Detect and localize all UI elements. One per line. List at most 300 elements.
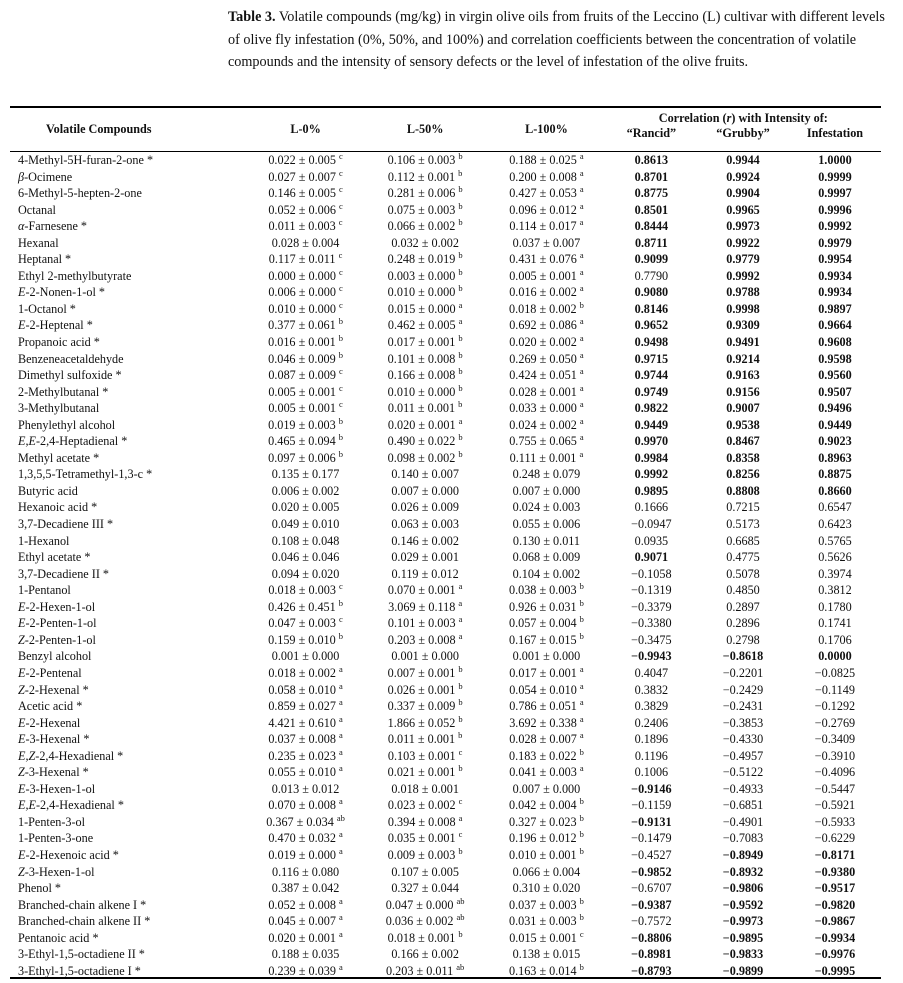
cell-l0-value: 0.087 ± 0.009 <box>268 368 336 383</box>
cell-rancid: 0.2406 <box>634 715 669 730</box>
cell-l0 <box>248 202 363 219</box>
cell-l50 <box>363 251 487 268</box>
significance-letter: a <box>579 283 584 294</box>
cell-l100 <box>487 731 605 748</box>
cell-l50 <box>363 351 487 368</box>
cell-l100-value: 0.269 ± 0.050 <box>509 351 577 366</box>
cell-l0 <box>248 963 363 980</box>
compound-name: 6-Methyl-5-hepten-2-one <box>18 186 142 201</box>
cell-rancid: −0.3380 <box>631 616 672 631</box>
table-row <box>10 615 881 632</box>
cell-l100-value: 0.033 ± 0.000 <box>509 401 577 416</box>
significance-letter: b <box>458 332 463 343</box>
cell-l50-value: 0.015 ± 0.000 <box>387 301 456 316</box>
cell-rancid: 0.8146 <box>634 301 669 316</box>
cell-l50 <box>363 417 487 434</box>
cell-grubby: −0.8932 <box>722 864 764 879</box>
significance-letter: a <box>339 912 343 923</box>
cell-l0 <box>248 384 363 401</box>
cell-grubby: −0.9592 <box>722 897 764 912</box>
cell-rancid: −0.9387 <box>631 897 672 912</box>
cell-l0 <box>248 483 363 500</box>
cell-rancid: 0.3829 <box>634 699 669 714</box>
cell-l100 <box>487 797 605 814</box>
cell-l100 <box>487 400 605 417</box>
cell-l100 <box>487 549 605 566</box>
cell-l0-value: 0.016 ± 0.001 <box>268 335 336 350</box>
cell-infestation: 0.9997 <box>818 186 852 201</box>
caption-label: Table 3. <box>228 9 276 25</box>
cell-grubby: 0.9904 <box>726 186 760 201</box>
cell-grubby: 0.9924 <box>726 169 760 184</box>
header-row-group <box>10 107 881 125</box>
cell-infestation: 0.1706 <box>818 632 852 647</box>
cell-l50 <box>363 615 487 632</box>
cell-l50 <box>363 731 487 748</box>
cell-l100-value: 0.327 ± 0.023 <box>508 814 577 829</box>
significance-letter: b <box>458 845 463 856</box>
significance-letter: b <box>579 895 584 906</box>
cell-l50-value: 0.017 ± 0.001 <box>387 335 456 350</box>
cell-l50-value: 0.035 ± 0.001 <box>387 831 456 846</box>
table-row <box>10 400 881 417</box>
cell-l0-value: 0.005 ± 0.001 <box>268 401 336 416</box>
cell-l0-value: 0.022 ± 0.005 <box>268 153 336 167</box>
cell-l50 <box>363 930 487 947</box>
table-row <box>10 946 881 963</box>
cell-l50-value: 0.098 ± 0.002 <box>387 450 456 465</box>
cell-l100 <box>487 781 605 798</box>
significance-letter: b <box>458 713 463 724</box>
cell-l50-value: 0.166 ± 0.002 <box>391 947 459 962</box>
compound-name: Phenylethyl alcohol <box>18 417 116 432</box>
cell-l50 <box>363 516 487 533</box>
cell-l100-value: 0.055 ± 0.006 <box>512 517 581 532</box>
significance-letter: b <box>338 415 344 426</box>
cell-l50 <box>363 433 487 450</box>
cell-l100 <box>487 202 605 219</box>
cell-l50 <box>363 400 487 417</box>
cell-l100 <box>487 665 605 682</box>
cell-rancid: −0.9852 <box>631 864 672 879</box>
cell-rancid: −0.9146 <box>631 781 672 796</box>
cell-l100 <box>487 499 605 516</box>
cell-l0 <box>248 450 363 467</box>
cell-l100-value: 0.196 ± 0.012 <box>508 831 577 846</box>
cell-l50-value: 0.063 ± 0.003 <box>391 517 459 532</box>
cell-grubby: −0.2431 <box>722 699 764 714</box>
cell-infestation: 0.3812 <box>818 583 852 598</box>
table-row <box>10 864 881 881</box>
table-row <box>10 466 881 483</box>
compound-name: 1,3,5,5-Tetramethyl-1,3-c * <box>18 467 153 482</box>
compound-name: Propanoic acid * <box>18 335 100 350</box>
cell-infestation: −0.5447 <box>814 781 856 796</box>
cell-l100 <box>487 433 605 450</box>
compound-name: E-2-Penten-1-ol <box>18 616 97 631</box>
significance-letter: b <box>579 961 584 972</box>
cell-l0-value: 0.001 ± 0.000 <box>271 649 340 664</box>
cell-l100-value: 0.183 ± 0.022 <box>508 748 577 763</box>
significance-letter: c <box>338 217 343 228</box>
cell-l50 <box>363 648 487 665</box>
table-row <box>10 268 881 285</box>
significance-letter: b <box>458 167 463 178</box>
cell-l50 <box>363 533 487 550</box>
cell-l0 <box>248 549 363 566</box>
cell-infestation: −0.9867 <box>814 914 856 929</box>
cell-rancid: 0.9970 <box>634 434 669 449</box>
cell-l100 <box>487 235 605 252</box>
cell-l50 <box>363 169 487 186</box>
significance-letter: b <box>579 614 584 625</box>
cell-rancid: 0.8501 <box>634 202 669 217</box>
cell-l0-value: 0.387 ± 0.042 <box>271 881 340 896</box>
table-row <box>10 698 881 715</box>
cell-l50-value: 0.011 ± 0.001 <box>387 732 456 747</box>
compound-name: E-2-Nonen-1-ol * <box>18 285 105 300</box>
cell-grubby: −0.9899 <box>722 963 764 978</box>
cell-l0-value: 0.045 ± 0.007 <box>268 914 336 929</box>
compound-name: 1-Penten-3-one <box>18 831 94 846</box>
cell-l100-value: 0.016 ± 0.002 <box>509 285 577 300</box>
cell-l100-value: 0.018 ± 0.002 <box>508 301 577 316</box>
cell-l100-value: 0.042 ± 0.004 <box>508 798 577 813</box>
compound-name: Z-3-Hexen-1-ol <box>18 864 95 879</box>
significance-letter: a <box>579 250 584 261</box>
cell-grubby: 0.9156 <box>726 384 760 399</box>
significance-letter: a <box>579 432 584 443</box>
cell-infestation: 0.8875 <box>818 467 852 482</box>
significance-letter: b <box>338 316 344 327</box>
cell-rancid: 0.9744 <box>634 368 669 383</box>
cell-grubby: 0.9491 <box>726 335 760 350</box>
cell-infestation: −0.9934 <box>814 930 856 945</box>
compound-name: Hexanal <box>18 235 59 250</box>
cell-rancid: −0.1479 <box>631 831 672 846</box>
cell-grubby: −0.9806 <box>722 881 764 896</box>
significance-letter: a <box>579 332 584 343</box>
cell-grubby: −0.7083 <box>722 831 764 846</box>
cell-l100-value: 0.028 ± 0.007 <box>509 732 577 747</box>
cell-infestation: −0.5921 <box>814 798 856 813</box>
significance-letter: ab <box>456 912 465 923</box>
cell-l50 <box>363 847 487 864</box>
cell-l100-value: 0.007 ± 0.000 <box>512 781 581 796</box>
table-row <box>10 433 881 450</box>
significance-letter: a <box>339 829 343 840</box>
table-row <box>10 764 881 781</box>
compound-name: 2-Methylbutanal * <box>18 384 109 399</box>
cell-l100 <box>487 897 605 914</box>
cell-l100-value: 0.786 ± 0.051 <box>509 699 577 714</box>
cell-l0-value: 0.426 ± 0.451 <box>268 599 336 614</box>
cell-l0 <box>248 880 363 897</box>
significance-letter: c <box>339 299 343 310</box>
cell-infestation: 0.6547 <box>818 500 852 515</box>
cell-l100-value: 0.138 ± 0.015 <box>512 947 581 962</box>
cell-l0 <box>248 599 363 616</box>
cell-rancid: 0.9992 <box>634 467 669 482</box>
significance-letter: ab <box>336 812 345 823</box>
table-row <box>10 748 881 765</box>
cell-infestation: −0.9380 <box>814 864 856 879</box>
significance-letter: b <box>458 730 463 741</box>
cell-l100 <box>487 384 605 401</box>
cell-l50-value: 0.462 ± 0.005 <box>387 318 456 333</box>
cell-l50-value: 0.203 ± 0.011 <box>386 963 454 978</box>
compound-name: 1-Pentanol <box>18 583 71 598</box>
cell-grubby: 0.2798 <box>726 632 760 647</box>
cell-l100-value: 0.188 ± 0.025 <box>509 153 577 167</box>
cell-l0-value: 0.116 ± 0.080 <box>271 864 340 879</box>
cell-rancid: 0.8775 <box>634 186 669 201</box>
cell-l0 <box>248 284 363 301</box>
cell-l0-value: 0.094 ± 0.020 <box>271 566 340 581</box>
cell-l0 <box>248 268 363 285</box>
cell-l0-value: 0.188 ± 0.035 <box>271 947 340 962</box>
cell-l50-value: 0.101 ± 0.008 <box>387 351 456 366</box>
cell-infestation: −0.4096 <box>814 765 856 780</box>
cell-l50 <box>363 897 487 914</box>
significance-letter: b <box>458 184 463 195</box>
cell-l0-value: 0.097 ± 0.006 <box>268 450 336 465</box>
cell-grubby: 0.9922 <box>726 235 760 250</box>
significance-letter: a <box>458 597 463 608</box>
significance-letter: c <box>339 581 343 592</box>
cell-l100-value: 0.068 ± 0.009 <box>512 550 581 565</box>
cell-rancid: 0.8711 <box>634 235 668 250</box>
cell-infestation: −0.1292 <box>814 699 856 714</box>
cell-rancid: −0.3379 <box>631 599 672 614</box>
cell-l50 <box>363 367 487 384</box>
cell-l100-value: 0.010 ± 0.001 <box>508 847 577 862</box>
cell-infestation: 0.9954 <box>818 252 852 267</box>
cell-l50 <box>363 384 487 401</box>
table-row <box>10 847 881 864</box>
cell-l50 <box>363 235 487 252</box>
cell-l50 <box>363 185 487 202</box>
significance-letter: a <box>458 299 463 310</box>
cell-rancid: 0.9071 <box>634 550 669 565</box>
significance-letter: b <box>458 448 463 459</box>
cell-rancid: 0.7790 <box>634 268 669 283</box>
significance-letter: a <box>458 316 463 327</box>
cell-l100 <box>487 218 605 235</box>
cell-l50 <box>363 632 487 649</box>
significance-letter: b <box>338 597 344 608</box>
cell-l0 <box>248 367 363 384</box>
significance-letter: b <box>338 349 344 360</box>
cell-l50-value: 0.337 ± 0.009 <box>387 699 456 714</box>
compound-name: E-2-Pentenal <box>18 665 82 680</box>
cell-l100 <box>487 516 605 533</box>
cell-l50 <box>363 317 487 334</box>
cell-l0 <box>248 582 363 599</box>
cell-l50-value: 1.866 ± 0.052 <box>387 715 456 730</box>
cell-l0 <box>248 466 363 483</box>
cell-l0 <box>248 764 363 781</box>
cell-l0-value: 0.013 ± 0.012 <box>271 781 340 796</box>
cell-l0-value: 0.117 ± 0.011 <box>268 252 336 267</box>
cell-rancid: −0.8981 <box>631 947 672 962</box>
cell-l0-value: 0.239 ± 0.039 <box>268 963 336 978</box>
cell-l100-value: 0.427 ± 0.053 <box>509 186 577 201</box>
table-row <box>10 202 881 219</box>
cell-l0-value: 0.367 ± 0.034 <box>266 814 334 829</box>
table-row <box>10 218 881 235</box>
cell-l100-value: 0.005 ± 0.001 <box>509 268 577 283</box>
significance-letter: a <box>579 366 584 377</box>
cell-rancid: −0.1058 <box>631 566 672 581</box>
cell-l100 <box>487 152 605 169</box>
significance-letter: b <box>458 250 463 261</box>
cell-l100 <box>487 764 605 781</box>
cell-rancid: 0.1006 <box>634 765 669 780</box>
cell-l0-value: 0.235 ± 0.023 <box>268 748 336 763</box>
cell-l50 <box>363 797 487 814</box>
cell-l50-value: 0.075 ± 0.003 <box>387 202 456 217</box>
significance-letter: b <box>579 299 584 310</box>
cell-l50-value: 0.066 ± 0.002 <box>387 219 456 234</box>
cell-l50 <box>363 549 487 566</box>
significance-letter: a <box>579 713 584 724</box>
cell-rancid: −0.9131 <box>631 814 672 829</box>
cell-l0 <box>248 731 363 748</box>
significance-letter: b <box>579 581 584 592</box>
cell-l0-value: 0.046 ± 0.009 <box>268 351 336 366</box>
cell-l50 <box>363 665 487 682</box>
cell-l100 <box>487 847 605 864</box>
cell-l0 <box>248 152 363 169</box>
cell-grubby: −0.9895 <box>722 930 764 945</box>
cell-rancid: 0.9715 <box>634 351 669 366</box>
cell-infestation: 0.8660 <box>818 483 852 498</box>
cell-l50-value: 0.023 ± 0.002 <box>387 798 456 813</box>
cell-l0-value: 0.005 ± 0.001 <box>268 384 336 399</box>
cell-grubby: 0.9973 <box>726 219 760 234</box>
significance-letter: c <box>339 614 343 625</box>
cell-l100 <box>487 268 605 285</box>
table-row <box>10 516 881 533</box>
significance-letter: a <box>339 895 343 906</box>
cell-l100 <box>487 946 605 963</box>
compound-name: α-Farnesene * <box>18 219 88 234</box>
cell-l0 <box>248 946 363 963</box>
cell-l100 <box>487 698 605 715</box>
significance-letter: a <box>579 200 584 211</box>
cell-l0 <box>248 400 363 417</box>
table-body <box>10 152 881 980</box>
cell-l100 <box>487 930 605 947</box>
cell-l100 <box>487 880 605 897</box>
significance-letter: c <box>339 382 343 393</box>
cell-infestation: 0.3974 <box>818 566 852 581</box>
cell-l50-value: 0.021 ± 0.001 <box>387 765 456 780</box>
significance-letter: a <box>339 961 343 972</box>
cell-l100-value: 0.037 ± 0.003 <box>508 897 577 912</box>
cell-l0-value: 0.859 ± 0.027 <box>268 699 336 714</box>
table-row <box>10 284 881 301</box>
significance-letter: a <box>339 763 343 774</box>
cell-l0 <box>248 433 363 450</box>
compound-name: E-2-Hexen-1-ol <box>18 599 96 614</box>
cell-l100-value: 0.028 ± 0.001 <box>509 384 577 399</box>
cell-l50 <box>363 218 487 235</box>
table-row <box>10 897 881 914</box>
cell-l0-value: 0.058 ± 0.010 <box>268 682 336 697</box>
cell-l100-value: 0.104 ± 0.002 <box>512 566 581 581</box>
cell-l50 <box>363 698 487 715</box>
cell-rancid: 0.9498 <box>634 335 669 350</box>
significance-letter: c <box>339 266 343 277</box>
cell-l100 <box>487 814 605 831</box>
compound-name: Butyric acid <box>18 483 78 498</box>
table-row <box>10 797 881 814</box>
significance-letter: a <box>579 448 584 459</box>
cell-infestation: 0.9996 <box>818 202 852 217</box>
header-correlation-group <box>606 107 881 125</box>
cell-l50-value: 0.032 ± 0.002 <box>391 235 459 250</box>
cell-l50-value: 0.166 ± 0.008 <box>387 368 456 383</box>
cell-l0-value: 0.019 ± 0.003 <box>268 417 336 432</box>
significance-letter: a <box>458 415 463 426</box>
significance-letter: b <box>458 432 463 443</box>
cell-infestation: 0.9507 <box>818 384 852 399</box>
significance-letter: b <box>458 663 463 674</box>
cell-grubby: −0.4957 <box>722 748 764 763</box>
cell-l0 <box>248 235 363 252</box>
header-rancid: “Rancid” <box>606 125 697 152</box>
significance-letter: b <box>458 349 463 360</box>
cell-grubby: −0.9833 <box>722 947 764 962</box>
cell-rancid: 0.8613 <box>634 153 669 167</box>
cell-rancid: −0.3475 <box>631 632 672 647</box>
cell-infestation: 0.1780 <box>818 599 852 614</box>
cell-l50 <box>363 946 487 963</box>
compound-name: 4-Methyl-5H-furan-2-one * <box>18 153 154 167</box>
table-row <box>10 483 881 500</box>
table-row <box>10 715 881 732</box>
cell-infestation: −0.2769 <box>814 715 856 730</box>
cell-l100-value: 0.200 ± 0.008 <box>509 169 577 184</box>
cell-grubby: 0.9779 <box>726 252 760 267</box>
cell-grubby: −0.8618 <box>722 649 764 664</box>
significance-letter: c <box>339 184 343 195</box>
cell-l50-value: 0.107 ± 0.005 <box>391 864 459 879</box>
cell-l100-value: 0.024 ± 0.003 <box>512 500 581 515</box>
cell-l0 <box>248 615 363 632</box>
cell-rancid: −0.4527 <box>631 847 672 862</box>
table-caption <box>228 6 886 74</box>
cell-l100-value: 0.424 ± 0.051 <box>509 368 577 383</box>
compound-name: E-2-Hexenoic acid * <box>18 847 119 862</box>
cell-grubby: 0.6685 <box>726 533 760 548</box>
compound-name: Methyl acetate * <box>18 450 100 465</box>
cell-grubby: 0.2897 <box>726 599 760 614</box>
cell-grubby: −0.4330 <box>722 732 764 747</box>
cell-l0 <box>248 682 363 699</box>
table-row <box>10 731 881 748</box>
significance-letter: b <box>458 366 463 377</box>
significance-letter: a <box>339 928 343 939</box>
cell-l100-value: 0.163 ± 0.014 <box>508 963 577 978</box>
cell-infestation: 0.9023 <box>818 434 852 449</box>
compound-name: Phenol * <box>18 881 61 896</box>
cell-l50-value: 0.248 ± 0.019 <box>387 252 456 267</box>
cell-grubby: −0.6851 <box>722 798 764 813</box>
cell-grubby: −0.2429 <box>722 682 764 697</box>
